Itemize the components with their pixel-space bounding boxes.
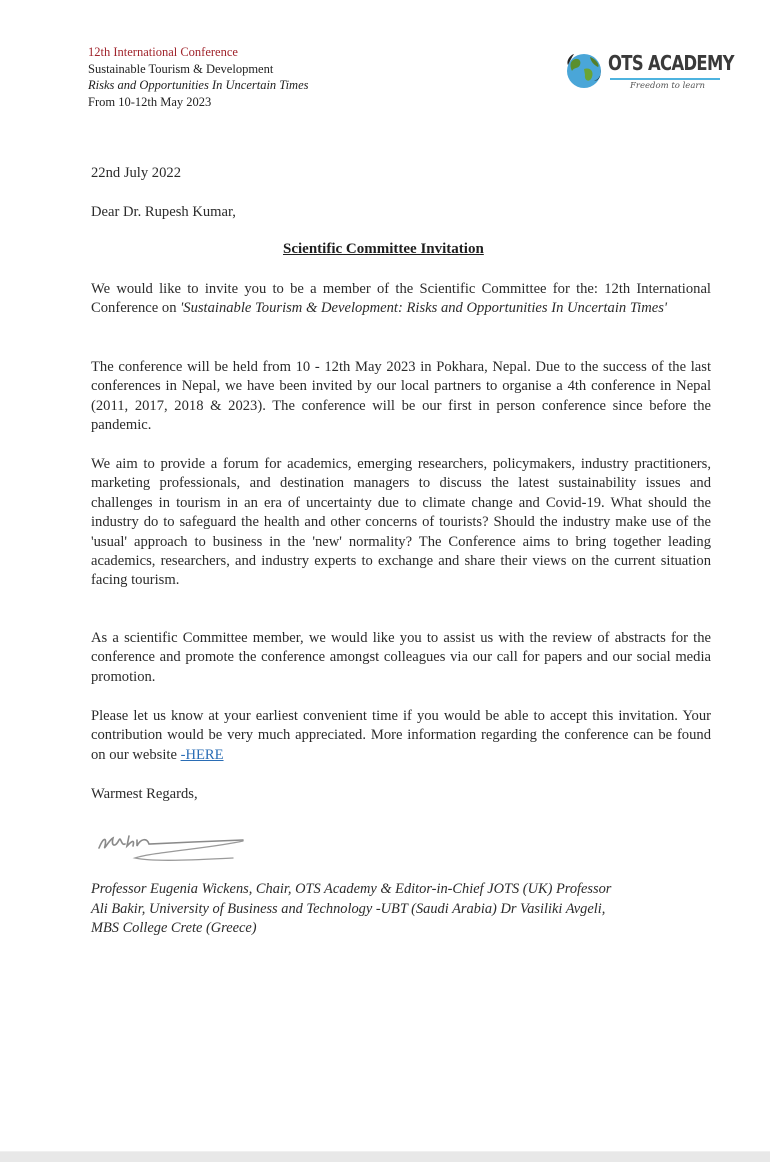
logo-divider [610, 78, 720, 80]
closing: Warmest Regards, [91, 786, 198, 802]
logo-name: OTS ACADEMY [608, 51, 734, 75]
paragraph-invitation-text: We would like to invite you to be a member of the Scientific Committee for the: 12th International Conference on [91, 281, 711, 317]
letterhead [88, 44, 308, 110]
conference-dates: From 10-12th May 2023 [88, 94, 212, 109]
paragraph-request-text: Please let us know at your earliest convenient time if you would be able to accept this invitation. Your contribution would be very much appreciated. More information regarding the conference can be found on our website [91, 708, 711, 763]
paragraph-invitation [91, 280, 711, 319]
website-link[interactable]: -HERE [180, 746, 224, 763]
logo-tagline: Freedom to learn [630, 81, 705, 91]
conference-theme: Sustainable Tourism & Development [88, 61, 274, 76]
signature-image [93, 826, 263, 866]
conference-title-italic: 'Sustainable Tourism & Development: Risks and Opportunities In Uncertain Times' [180, 300, 668, 317]
letter-date: 22nd July 2022 [91, 165, 181, 181]
ots-academy-logo [564, 48, 734, 96]
letter-subject: Scientific Committee Invitation [283, 241, 484, 257]
globe-icon [564, 51, 604, 91]
paragraph-role: As a scientific Committee member, we would like you to assist us with the review of abstracts for the conference and promote the conference amongst colleagues via our call for papers and our social media promotion. [91, 630, 711, 685]
paragraph-request [91, 707, 711, 765]
conference-title: 12th International Conference [88, 45, 238, 59]
paragraph-venue: The conference will be held from 10 - 12th May 2023 in Pokhara, Nepal. Due to the success of the last conferences in Nepal, we have been invited by our local partners to organise a 4th conference in Nepal (2011, 2017, 2018 & 2023). The conference will be our first in person conference since before the pandemic. [91, 359, 711, 434]
paragraph-aims: We aim to provide a forum for academics, emerging researchers, policymakers, industry practitioners, marketing professionals, and destination managers to discuss the latest sustainability issues and challenges in tourism in an era of uncertainty due to climate change and Covid-19. What should the industry do to safeguard the health and other concerns of tourists? Should the industry make use of the 'usual' approach to business in the 'new' normality? The Conference aims to bring together leading academics, researchers, and industry experts to exchange and share their views on the current situation facing tourism. [91, 456, 711, 589]
signatories: Professor Eugenia Wickens, Chair, OTS Academy & Editor-in-Chief JOTS (UK) Professor Ali Bakir, University of Business and Technology -UBT (Saudi Arabia) Dr Vasiliki Avgeli, MBS College Crete (Greece) [91, 881, 612, 937]
salutation: Dear Dr. Rupesh Kumar, [91, 204, 236, 220]
conference-subtitle: Risks and Opportunities In Uncertain Times [88, 78, 309, 92]
page-bottom-edge [0, 1151, 770, 1162]
